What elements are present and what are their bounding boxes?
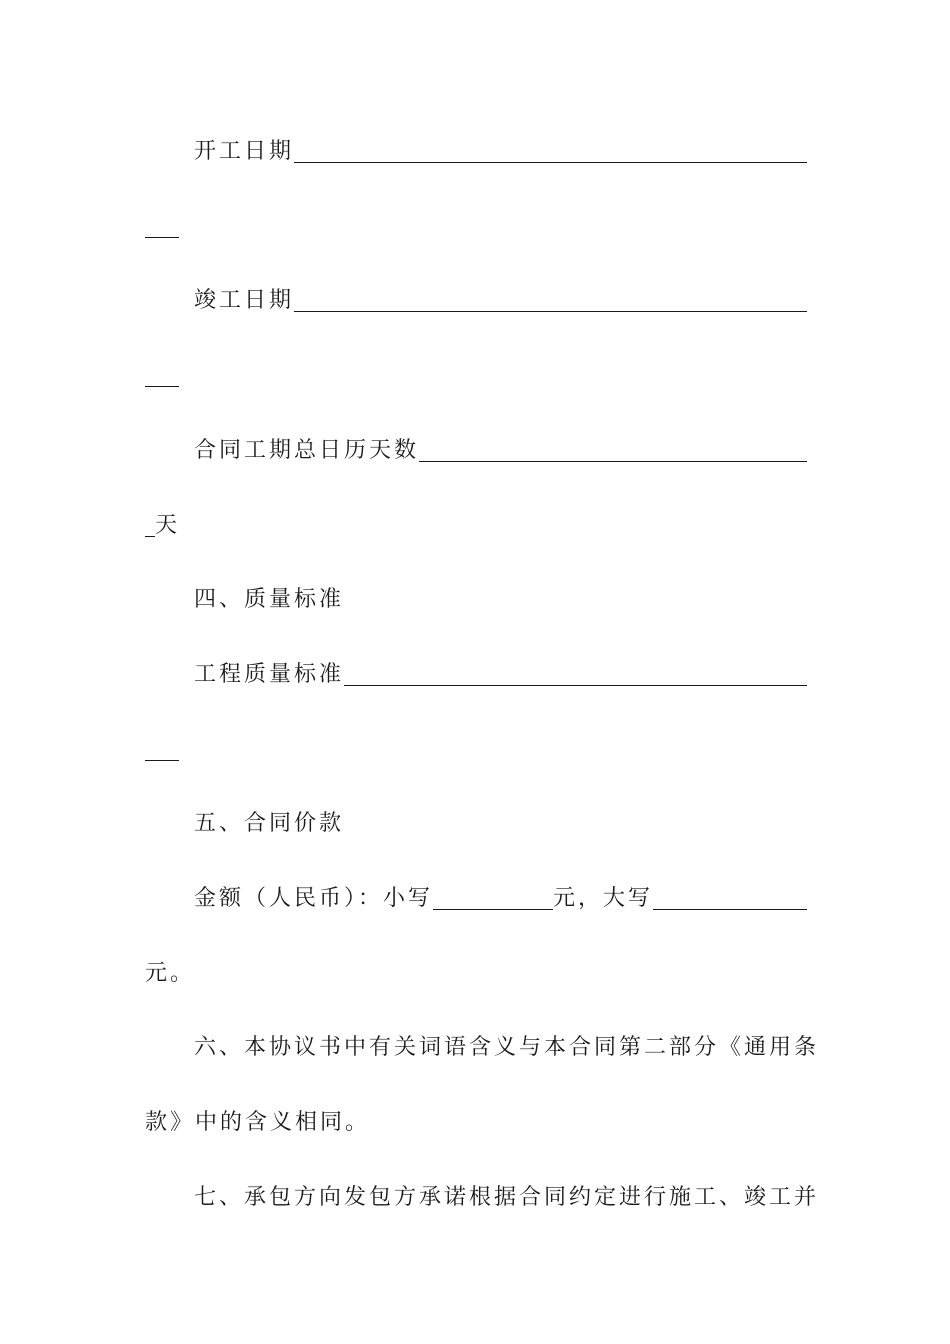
clause-six-text-1: 六、本协议书中有关词语含义与本合同第二部分《通用条 — [194, 1035, 820, 1060]
clause-six-line-2 — [145, 1106, 807, 1140]
amount-upper-blank[interactable] — [653, 887, 807, 910]
start-date-blank[interactable] — [294, 140, 807, 163]
quality-standard-continuation — [145, 733, 807, 767]
amount-end-text: 元。 — [145, 961, 196, 986]
start-date-line — [194, 135, 807, 169]
duration-blank-tail[interactable] — [145, 514, 155, 537]
quality-standard-line — [194, 658, 807, 692]
duration-blank[interactable] — [419, 439, 807, 462]
end-date-blank-tail[interactable] — [145, 364, 179, 387]
amount-line — [194, 882, 807, 916]
quality-heading-text: 四、质量标准 — [194, 587, 345, 612]
price-heading — [194, 807, 807, 841]
start-date-continuation — [145, 210, 807, 244]
clause-six-text-2: 款》中的含义相同。 — [145, 1110, 371, 1135]
end-date-line — [194, 284, 807, 318]
duration-line — [194, 434, 807, 468]
end-date-blank[interactable] — [294, 289, 807, 312]
amount-continuation — [145, 957, 807, 991]
duration-continuation — [145, 509, 807, 543]
duration-label: 合同工期总日历天数 — [194, 438, 420, 463]
quality-standard-blank-tail[interactable] — [145, 738, 179, 761]
clause-seven-line-1 — [194, 1181, 820, 1215]
clause-seven-text-1: 七、承包方向发包方承诺根据合同约定进行施工、竣工并 — [194, 1185, 820, 1210]
end-date-continuation — [145, 359, 807, 393]
price-heading-text: 五、合同价款 — [194, 811, 345, 836]
start-date-label: 开工日期 — [194, 139, 295, 164]
quality-standard-blank[interactable] — [344, 663, 807, 686]
end-date-label: 竣工日期 — [194, 288, 295, 313]
amount-label: 金额（人民币）：小写 — [194, 886, 434, 911]
quality-standard-label: 工程质量标准 — [194, 662, 345, 687]
amount-upper-label: 元，大写 — [553, 886, 654, 911]
start-date-blank-tail[interactable] — [145, 215, 179, 238]
amount-lower-blank[interactable] — [433, 887, 553, 910]
quality-heading — [194, 583, 807, 617]
duration-unit: 天 — [155, 513, 181, 538]
clause-six-line-1 — [194, 1031, 820, 1065]
